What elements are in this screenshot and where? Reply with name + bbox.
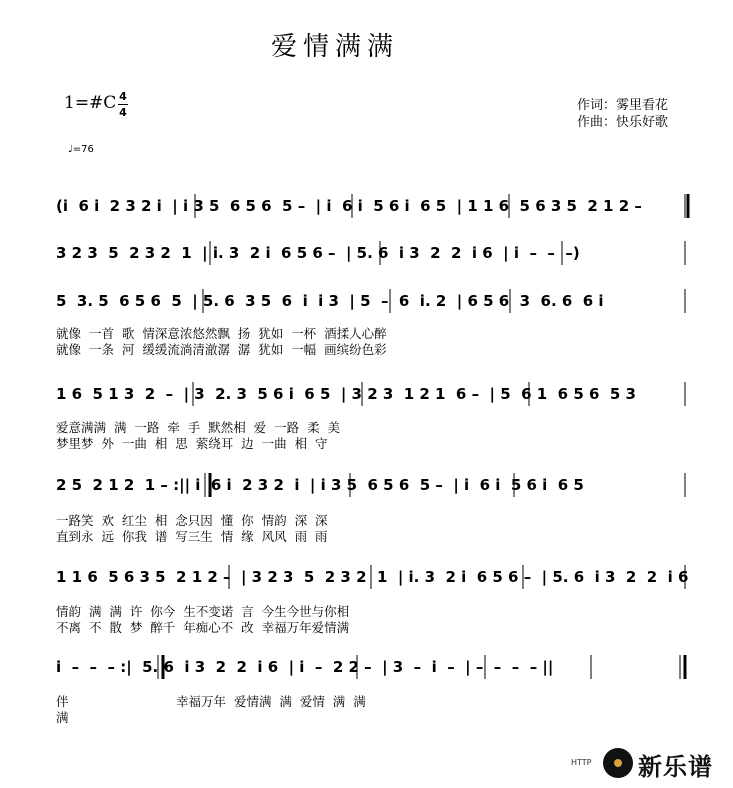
lyricist-credit: 作词：雾里看花 — [577, 98, 669, 113]
time-numerator: 4 — [119, 90, 127, 103]
lyric-row-4a: 爱意满满 满 一路 牵 手 默然相 爱 一路 柔 美 — [56, 420, 341, 435]
lyric-row-5b: 直到永 远 你我 谱 写三生 情 缘 风风 雨 雨 — [56, 529, 328, 544]
lyric-row-7b: 满 — [56, 710, 69, 725]
record-disc-icon — [603, 748, 633, 778]
notation-row-1: (i 6 i 2 3 2 i | i 3 5 6 5 6 5 – | i 6 i 5 6 i 6 5 | 1 1 6 5 6 3 5 2 1 2 – — [56, 197, 642, 215]
notation-row-6: 1 1 6 5 6 3 5 2 1 2 – | 3 2 3 5 2 3 2 1 | i. 3 2 i 6 5 6 – | 5. 6 i 3 2 2 i 6 — [56, 568, 689, 586]
notation-row-4: 1 6 5 1 3 2 – | 3 2. 3 5 6 i 6 5 | 3 2 3 1 2 1 6 – | 5 6 1 6 5 6 5 3 — [56, 385, 636, 403]
song-title: 爱情满满 — [270, 32, 399, 62]
tempo-marking: ♩=76 — [68, 144, 94, 155]
lyric-row-7a: 伴 — [56, 694, 69, 709]
key-signature: 1=#C — [64, 93, 117, 113]
notation-row-7: i – – – :| 5. 6 i 3 2 2 i 6 | i – 2 2 – | 3 – i – | – – – – || — [56, 658, 554, 676]
lyric-row-3a: 就像 一首 歌 情深意浓悠然飘 扬 犹如 一杯 酒揉人心醉 — [56, 326, 387, 341]
notation-row-3: 5 3. 5 6 5 6 5 | 5. 6 3 5 6 i i 3 | 5 – 6 i. 2 | 6 5 6 3 6. 6 6 i — [56, 292, 604, 310]
composer-credit: 作曲：快乐好歌 — [577, 115, 669, 130]
time-denominator: 4 — [119, 106, 127, 119]
lyric-row-6b: 不离 不 散 梦 醉千 年痴心不 改 幸福万年爱情满 — [56, 620, 350, 635]
lyric-row-4b: 梦里梦 外 一曲 相 思 萦绕耳 边 一曲 相 守 — [56, 436, 328, 451]
lyric-row-7c: 幸福万年 爱情满 满 爱情 满 满 — [176, 694, 366, 709]
lyric-row-6a: 情韵 满 满 许 你今 生不变诺 言 今生今世与你相 — [56, 604, 350, 619]
site-side-text: HTTP — [571, 758, 592, 767]
notation-row-5: 2 5 2 1 2 1 – :|| i 6 i 2 3 2 i | i 3 5 6 5 6 5 – | i 6 i 5 6 i 6 5 — [56, 476, 584, 494]
lyric-row-3b: 就像 一条 河 缓缓流淌清澈潺 潺 犹如 一幅 画缤纷色彩 — [56, 342, 387, 357]
lyric-row-5a: 一路笑 欢 红尘 相 念只因 懂 你 情韵 深 深 — [56, 513, 328, 528]
site-logo-text: 新乐谱 — [638, 753, 713, 781]
notation-row-2: 3 2 3 5 2 3 2 1 | i. 3 2 i 6 5 6 – | 5. 6 i 3 2 2 i 6 | i – – –) — [56, 244, 580, 262]
